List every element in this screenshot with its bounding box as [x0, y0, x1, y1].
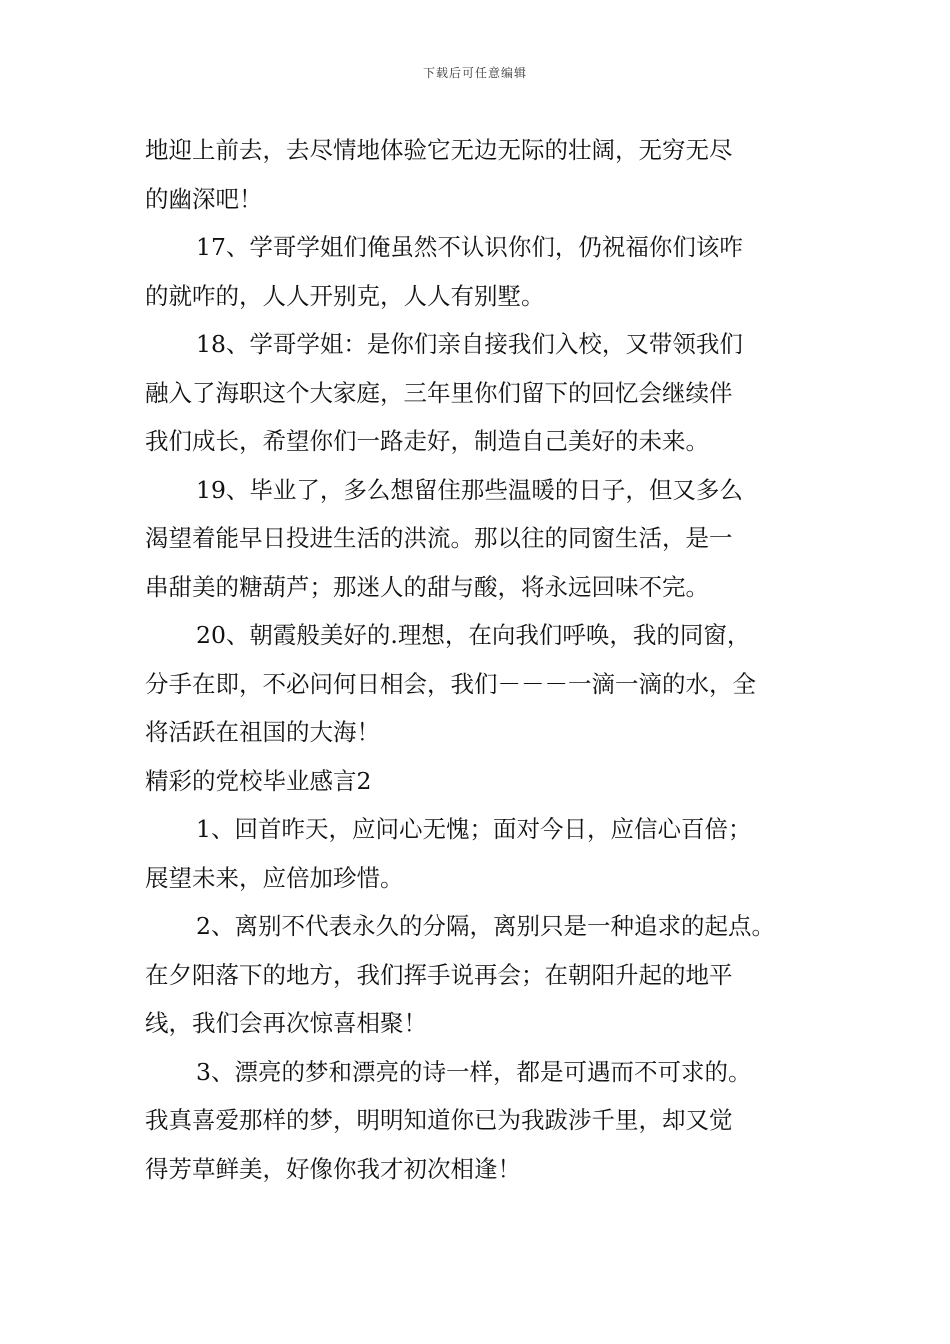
- page-header-note: 下载后可任意编辑: [422, 66, 527, 80]
- text-line: 2、离别不代表永久的分隔，离别只是一种追求的起点。: [196, 912, 775, 940]
- text-line: 串甜美的糖葫芦；那迷人的甜与酸，将永远回味不完。: [145, 572, 709, 601]
- text-line: 的就咋的，人人开别克，人人有别墅。: [145, 281, 545, 310]
- text-line: 在夕阳落下的地方，我们挥手说再会；在朝阳升起的地平: [145, 960, 733, 989]
- text-line: 17、学哥学姐们俺虽然不认识你们，仍祝福你们该咋: [196, 233, 743, 261]
- text-line: 融入了海职这个大家庭，三年里你们留下的回忆会继续伴: [145, 378, 733, 407]
- text-line: 我们成长，希望你们一路走好，制造自己美好的未来。: [145, 427, 709, 455]
- document-body: [145, 126, 825, 1193]
- text-line: 将活跃在祖国的大海！: [145, 718, 380, 746]
- text-line: 1、回首昨天，应问心无愧；面对今日，应信心百倍；: [196, 815, 752, 843]
- text-line: 的幽深吧！: [145, 184, 263, 213]
- text-line: 我真喜爱那样的梦，明明知道你已为我跋涉千里，却又觉: [145, 1106, 733, 1134]
- text-line: 20、朝霞般美好的.理想，在向我们呼唤，我的同窗，: [196, 621, 751, 649]
- text-line: 3、漂亮的梦和漂亮的诗一样，都是可遇而不可求的。: [196, 1057, 752, 1086]
- text-line: 19、毕业了，多么想留住那些温暖的日子，但又多么: [196, 475, 743, 504]
- text-line: 18、学哥学姐：是你们亲自接我们入校，又带领我们: [196, 330, 743, 358]
- text-line: 线，我们会再次惊喜相聚！: [145, 1009, 427, 1037]
- text-line: 分手在即，不必问何日相会，我们－－－一滴一滴的水，全: [145, 669, 756, 698]
- text-line: 得芳草鲜美，好像你我才初次相逢！: [145, 1154, 521, 1183]
- section-title: 精彩的党校毕业感言2: [145, 766, 372, 795]
- text-line: 渴望着能早日投进生活的洪流。那以往的同窗生活，是一: [145, 524, 733, 552]
- text-line: 地迎上前去，去尽情地体验它无边无际的壮阔，无穷无尽: [145, 136, 733, 164]
- text-line: 展望未来，应倍加珍惜。: [145, 863, 404, 892]
